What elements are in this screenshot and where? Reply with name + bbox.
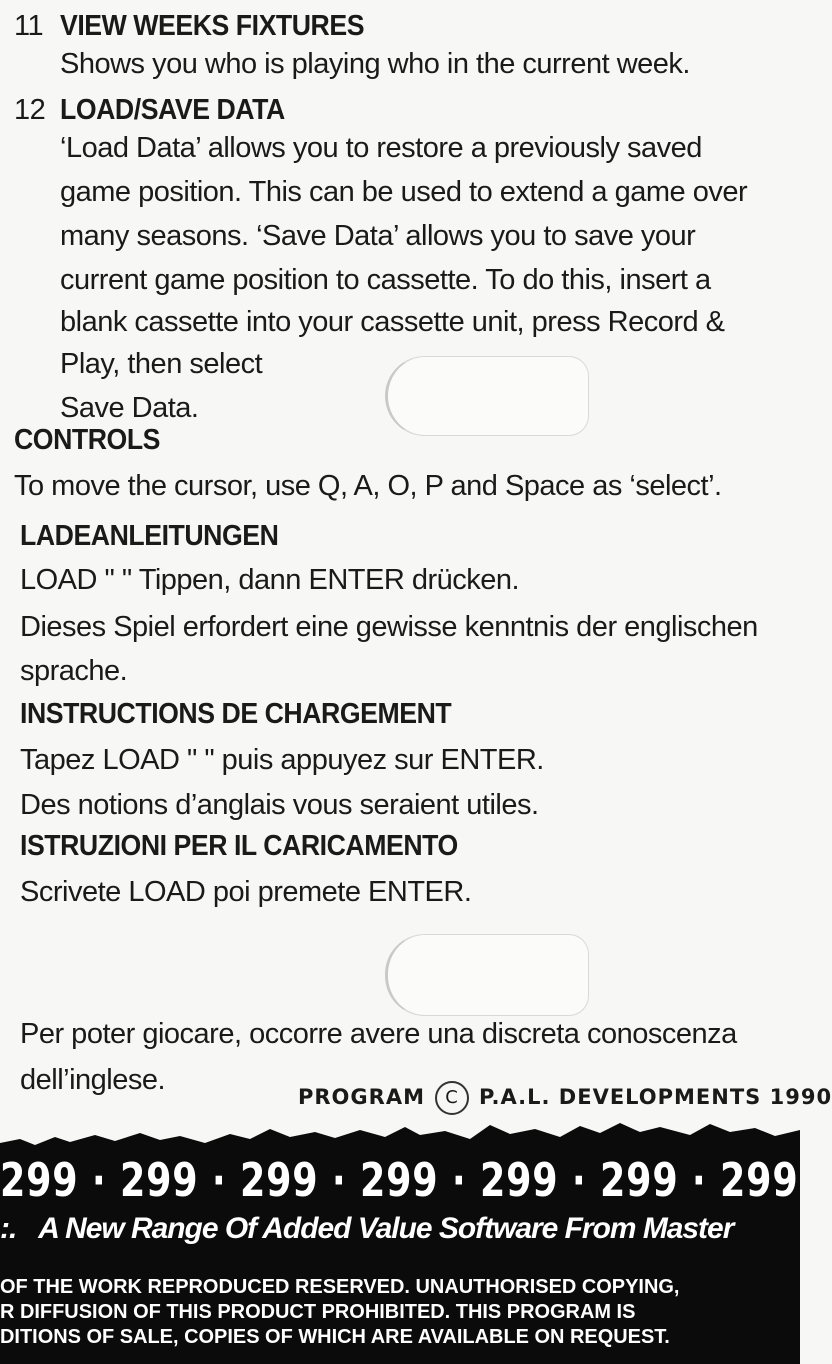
italian-line: Scrivete LOAD poi premete ENTER. [20, 876, 472, 908]
controls-text: To move the cursor, use Q, A, O, P and Space as ‘select’. [14, 470, 722, 502]
section-12-heading: LOAD/SAVE DATA [60, 94, 285, 126]
section-12-line: blank cassette into your cassette unit, press Record & [60, 306, 725, 338]
punched-hole [385, 356, 589, 436]
section-12-line: Save Data. [60, 392, 199, 424]
german-line: Dieses Spiel erfordert eine gewisse kenntnis der englischen [20, 611, 758, 643]
legal-line: OF THE WORK REPRODUCED RESERVED. UNAUTHORISED COPYING, [0, 1276, 680, 1298]
section-11-text: Shows you who is playing who in the current week. [60, 48, 690, 80]
price-strip: 299 · 299 · 299 · 299 · 299 · 299 · 299 [0, 1153, 799, 1207]
section-12-line: game position. This can be used to extend a game over [60, 176, 748, 208]
program-credit [298, 1081, 832, 1115]
section-12-line: Play, then select [60, 348, 263, 380]
punched-hole [385, 934, 589, 1016]
controls-heading: CONTROLS [14, 424, 161, 456]
section-12-line: ‘Load Data’ allows you to restore a previously saved [60, 132, 702, 164]
program-label: PROGRAM [298, 1085, 425, 1109]
italian-heading: ISTRUZIONI PER IL CARICAMENTO [20, 830, 458, 862]
tagline [0, 1212, 798, 1246]
german-line: sprache. [20, 655, 128, 687]
section-12-line: current game position to cassette. To do this, insert a [60, 264, 711, 296]
german-heading: LADEANLEITUNGEN [20, 520, 279, 552]
copyright-year: 1990 [769, 1085, 832, 1109]
german-line: LOAD " " Tippen, dann ENTER drücken. [20, 564, 520, 596]
copyright-icon: C [435, 1081, 469, 1115]
section-12-line: many seasons. ‘Save Data’ allows you to save your [60, 220, 696, 252]
section-12-number: 12 [14, 94, 46, 126]
section-11-heading: VIEW WEEKS FIXTURES [60, 10, 365, 42]
french-line: Tapez LOAD " " puis appuyez sur ENTER. [20, 744, 544, 776]
french-line: Des notions d’anglais vous seraient utiles. [20, 789, 539, 821]
legal-line: R DIFFUSION OF THIS PRODUCT PROHIBITED. THIS PROGRAM IS [0, 1301, 636, 1323]
tagline-text: A New Range Of Added Value Software From Master [38, 1212, 734, 1245]
tagline-prefix: :. [0, 1212, 17, 1245]
legal-line: DITIONS OF SALE, COPIES OF WHICH ARE AVAILABLE ON REQUEST. [0, 1326, 670, 1348]
french-heading: INSTRUCTIONS DE CHARGEMENT [20, 698, 452, 730]
italian-line: Per poter giocare, occorre avere una discreta conoscenza [20, 1018, 737, 1050]
section-11-number: 11 [14, 10, 44, 42]
developer-name: P.A.L. DEVELOPMENTS [478, 1085, 762, 1109]
italian-line: dell’inglese. [20, 1064, 166, 1096]
